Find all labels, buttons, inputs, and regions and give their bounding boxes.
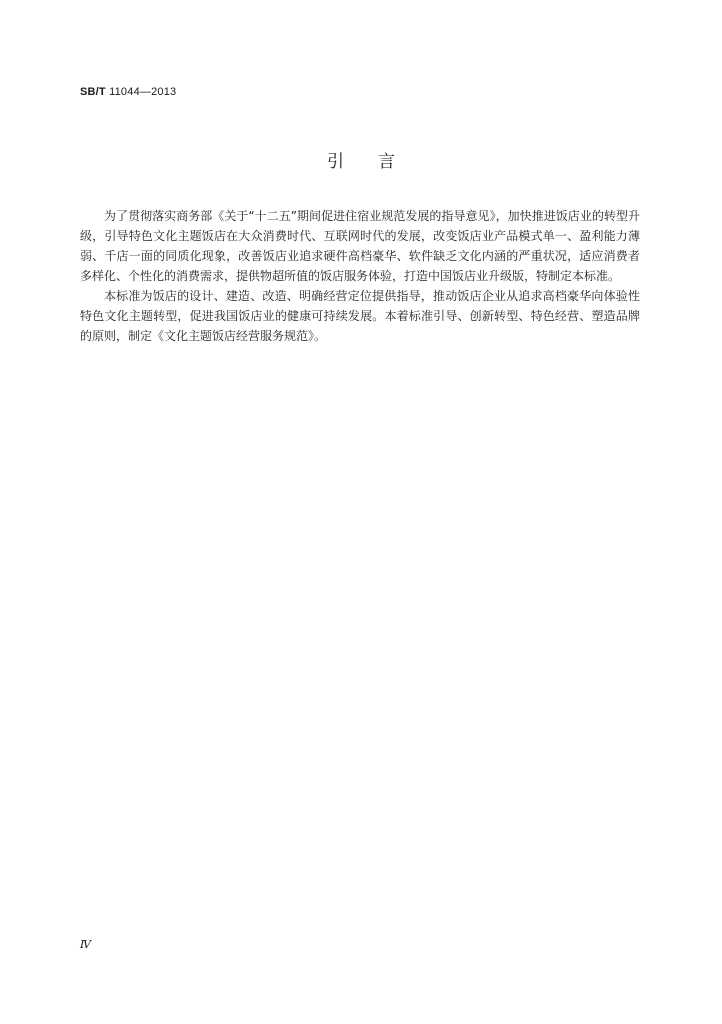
standard-code-prefix: SB/T: [80, 86, 106, 98]
page-title: 引言: [327, 152, 429, 172]
standard-code-number: 11044—2013: [105, 86, 177, 98]
paragraph: 本标准为饭店的设计、建造、改造、明确经营定位提供指导，推动饭店企业从追求高档豪华向体验性特色文化主题转型，促进我国饭店业的健康可持续发展。本着标准引导、创新转型、特色经营、塑造品牌的原则，制定《文化主题饭店经营服务规范》。: [80, 289, 640, 343]
page-number: Ⅳ: [80, 938, 91, 951]
paragraph: 为了贯彻落实商务部《关于“十二五”期间促进住宿业规范发展的指导意见》，加快推进饭店业的转型升级，引导特色文化主题饭店在大众消费时代、互联网时代的发展，改变饭店业产品模式单一、盈利能力薄弱、千店一面的同质化现象，改善饭店业追求硬件高档豪华、软件缺乏文化内涵的严重状况，适应消费者多样化、个性化的消费需求，提供物超所值的饭店服务体验，打造中国饭店业升级版，特制定本标准。: [80, 209, 640, 283]
standard-code: [80, 86, 176, 98]
introduction-body: [80, 206, 640, 346]
